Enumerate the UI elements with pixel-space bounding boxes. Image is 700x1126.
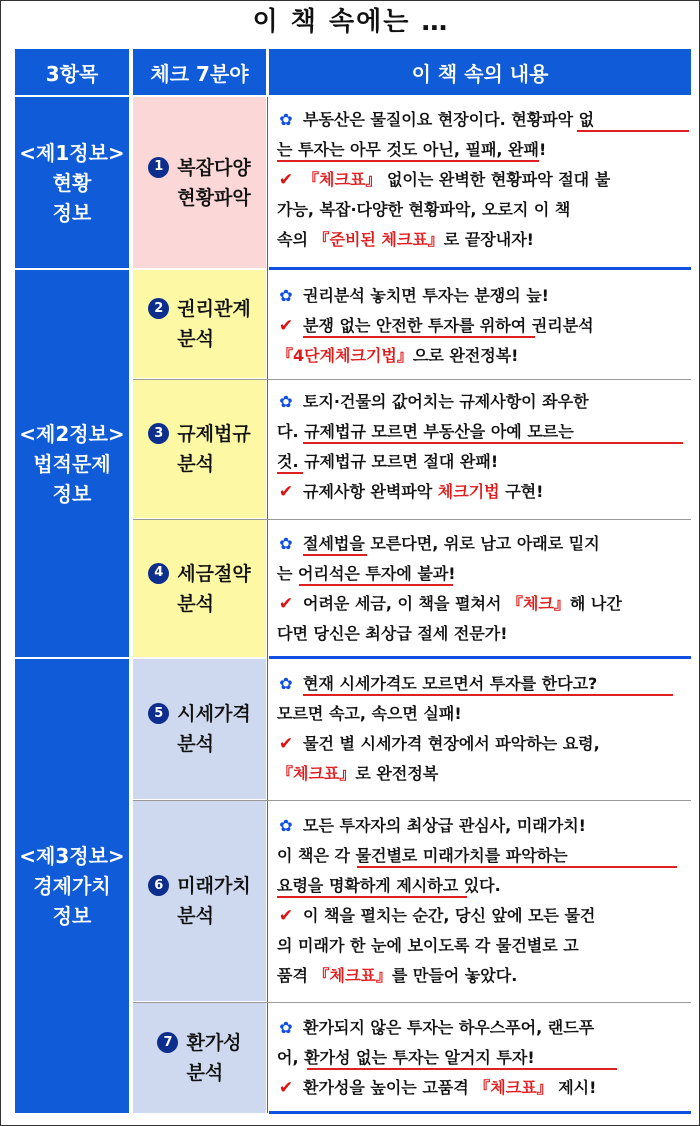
text-run: 의 미래가 한 눈에 보이도록 각 물건별로 고 <box>277 936 579 955</box>
content-cell-7 <box>269 1009 691 1103</box>
group-cell-1 <box>15 97 129 268</box>
group-label: 현황 <box>52 170 92 195</box>
category-cell-1 <box>133 97 266 268</box>
number-badge-icon: 4 <box>148 563 169 584</box>
row-divider <box>133 519 691 520</box>
group-label: <제3정보> <box>19 844 125 868</box>
content-line <box>277 195 685 225</box>
text-run: 다. 규제법규 모르면 부동산을 아예 모르는 <box>277 422 574 441</box>
section-divider <box>269 656 691 659</box>
category-cell-6 <box>133 801 266 1001</box>
content-cell-4 <box>269 525 691 649</box>
text-run: 분쟁 없는 안전한 투자를 위하여 권리분석 <box>303 316 594 335</box>
content-line <box>277 165 685 195</box>
text-run: 는 어리석은 투자에 불과! <box>277 564 456 583</box>
underline <box>277 472 303 474</box>
text-run: 현황파악 없 <box>511 110 595 129</box>
text-run: 로 완전정복 <box>355 764 439 783</box>
number-badge-icon: 6 <box>148 875 169 896</box>
category-label: 분석 <box>177 733 214 755</box>
text-run: 구현! <box>499 482 544 501</box>
number-badge-icon: 3 <box>148 423 169 444</box>
text-run: 『준비된 체크표』 <box>313 230 444 249</box>
content-line <box>277 871 685 901</box>
row-divider <box>133 1002 691 1003</box>
content-line <box>277 225 685 255</box>
content-line <box>277 961 685 991</box>
check-bullet-icon: ✔ <box>278 1078 294 1098</box>
number-badge-icon: 7 <box>157 1032 178 1053</box>
category-label: 분석 <box>177 905 214 927</box>
check-bullet-icon: ✔ <box>278 734 294 754</box>
underline <box>303 554 367 556</box>
underline <box>303 442 683 444</box>
content-line <box>277 387 685 417</box>
text-run: 요령을 명확하게 제시하고 있다. <box>277 876 501 895</box>
text-run: 『체크표』 <box>313 966 392 985</box>
number-badge-icon: 5 <box>148 703 169 724</box>
category-cell-7 <box>133 1003 266 1113</box>
text-run: 모든 투자자의 최상급 관심사, 미래가치! <box>303 816 586 835</box>
content-line <box>277 759 685 789</box>
text-run: 이 책을 펼치는 순간, 당신 앞에 모든 물건 <box>303 906 596 925</box>
category-label: 현황파악 <box>177 186 251 209</box>
text-run: 환가되지 않은 투자는 하우스푸어, 랜드푸 <box>303 1018 595 1037</box>
text-run: 『체크표』 <box>277 764 356 783</box>
text-run: 환가성을 높이는 고품격 <box>303 1078 475 1097</box>
group-cell-3 <box>15 659 129 1113</box>
flower-bullet-icon: ✿ <box>279 674 293 693</box>
content-line <box>277 931 685 961</box>
content-line <box>277 417 685 447</box>
content-line <box>277 281 685 311</box>
underline <box>299 584 453 586</box>
category-label: 권리관계 <box>177 298 251 320</box>
content-line <box>277 447 685 477</box>
content-line <box>277 901 685 931</box>
text-run: 속의 <box>277 230 314 249</box>
category-label: 환가성 <box>186 1032 242 1054</box>
content-cell-3 <box>269 383 691 507</box>
content-line <box>277 669 685 699</box>
content-line <box>277 841 685 871</box>
content-cell-1 <box>269 101 691 255</box>
category-label: 분석 <box>177 453 214 475</box>
text-run: 다면 당신은 최상급 절세 전문가! <box>277 624 508 643</box>
text-run: 『4단계체크기법』 <box>277 346 413 365</box>
group-label: 경제가치 <box>33 874 111 898</box>
text-run: 규제사항 완벽파악 <box>303 482 438 501</box>
text-run: 를 만들어 놓았다. <box>391 966 518 985</box>
group-label: 정보 <box>52 200 92 225</box>
category-label: 분석 <box>177 328 214 350</box>
underline <box>357 866 677 868</box>
flower-bullet-icon: ✿ <box>279 816 293 835</box>
category-label: 분석 <box>186 1062 224 1084</box>
category-label: 분석 <box>177 592 214 615</box>
text-run: 부동산은 물질이요 현장이다. <box>303 110 512 129</box>
text-run: 『체크표』 <box>303 170 382 189</box>
text-run: 해 나간 <box>569 594 622 613</box>
content-line <box>277 729 685 759</box>
check-bullet-icon: ✔ <box>278 316 294 336</box>
text-run: 것. 규제법규 모르면 절대 완패! <box>277 452 499 471</box>
number-badge-icon: 2 <box>148 298 169 319</box>
category-label: 시세가격 <box>177 703 251 725</box>
flower-bullet-icon: ✿ <box>279 286 293 305</box>
number-badge-icon: 1 <box>148 157 169 178</box>
group-label: <제2정보> <box>19 421 125 446</box>
content-line <box>277 619 685 649</box>
text-run: 어, 환가성 없는 투자는 알거지 투자! <box>277 1048 535 1067</box>
section-divider <box>269 267 691 270</box>
column-divider <box>267 97 268 1113</box>
flower-bullet-icon: ✿ <box>279 534 293 553</box>
category-label: 세금절약 <box>177 562 251 585</box>
check-bullet-icon: ✔ <box>278 170 294 190</box>
content-line <box>277 589 685 619</box>
text-run: 품격 <box>277 966 314 985</box>
text-run: 이 책은 각 물건별로 미래가치를 파악하는 <box>277 846 568 865</box>
content-line <box>277 105 685 135</box>
category-label: 미래가치 <box>177 875 251 897</box>
content-line <box>277 135 685 165</box>
text-run: 제시! <box>552 1078 597 1097</box>
section-divider <box>269 1111 691 1114</box>
underline <box>277 896 467 898</box>
content-cell-6 <box>269 807 691 991</box>
group-label: <제1정보> <box>19 140 125 165</box>
check-bullet-icon: ✔ <box>278 482 294 502</box>
text-run: 가능, 복잡·다양한 현황파악, 오로지 이 책 <box>277 200 571 219</box>
text-run: 『체크표』 <box>474 1078 553 1097</box>
header-check-areas: 체크 7분야 <box>133 49 266 95</box>
text-run: 으로 완전정복! <box>412 346 519 365</box>
group-cell-2 <box>15 270 129 657</box>
flower-bullet-icon: ✿ <box>279 110 293 129</box>
page-title: 이 책 속에는 … <box>252 7 450 37</box>
check-bullet-icon: ✔ <box>278 594 294 614</box>
content-line <box>277 1013 685 1043</box>
row-divider <box>133 800 691 801</box>
check-bullet-icon: ✔ <box>278 906 294 926</box>
underline <box>577 130 689 132</box>
text-run: 『체크』 <box>506 594 570 613</box>
underline <box>277 160 539 162</box>
header-sections: 3항목 <box>15 49 129 95</box>
content-line <box>277 311 685 341</box>
group-label: 법적문제 <box>33 451 111 476</box>
text-run: 절세법을 모른다면, 위로 남고 아래로 밑지 <box>303 534 600 553</box>
category-label: 규제법규 <box>177 423 251 445</box>
content-line <box>277 1073 685 1103</box>
content-cell-2 <box>269 277 691 371</box>
underline <box>303 694 673 696</box>
content-line <box>277 477 685 507</box>
content-line <box>277 699 685 729</box>
content-line <box>277 529 685 559</box>
content-line <box>277 1043 685 1073</box>
category-cell-2 <box>133 270 266 378</box>
text-run: 체크기법 <box>437 482 500 501</box>
row-divider <box>133 379 691 380</box>
text-run: 권리분석 놓치면 투자는 분쟁의 늪! <box>303 286 549 305</box>
text-run: 모르면 속고, 속으면 실패! <box>277 704 462 723</box>
group-label: 정보 <box>52 904 92 928</box>
content-line <box>277 811 685 841</box>
content-line <box>277 341 685 371</box>
text-run: 물건 별 시세가격 현장에서 파악하는 요령, <box>303 734 600 753</box>
text-run: 는 투자는 아무 것도 아닌, 필패, 완패! <box>277 140 547 159</box>
text-run: 없이는 완벽한 현황파악 절대 불 <box>381 170 611 189</box>
flower-bullet-icon: ✿ <box>279 1018 293 1037</box>
underline <box>307 1068 617 1070</box>
category-cell-5 <box>133 659 266 799</box>
header-contents: 이 책 속의 내용 <box>269 49 691 95</box>
flower-bullet-icon: ✿ <box>279 392 293 411</box>
text-run: 어려운 세금, 이 책을 펼쳐서 <box>303 594 507 613</box>
category-label: 복잡다양 <box>177 156 251 179</box>
content-cell-5 <box>269 665 691 789</box>
text-run: 현재 시세가격도 모르면서 투자를 한다고? <box>303 674 598 693</box>
underline <box>303 336 535 338</box>
category-cell-4 <box>133 520 266 657</box>
text-run: 로 끝장내자! <box>443 230 534 249</box>
content-line <box>277 559 685 589</box>
group-label: 정보 <box>52 481 92 506</box>
text-run: 토지·건물의 값어치는 규제사항이 좌우한 <box>303 392 589 411</box>
category-cell-3 <box>133 380 266 518</box>
